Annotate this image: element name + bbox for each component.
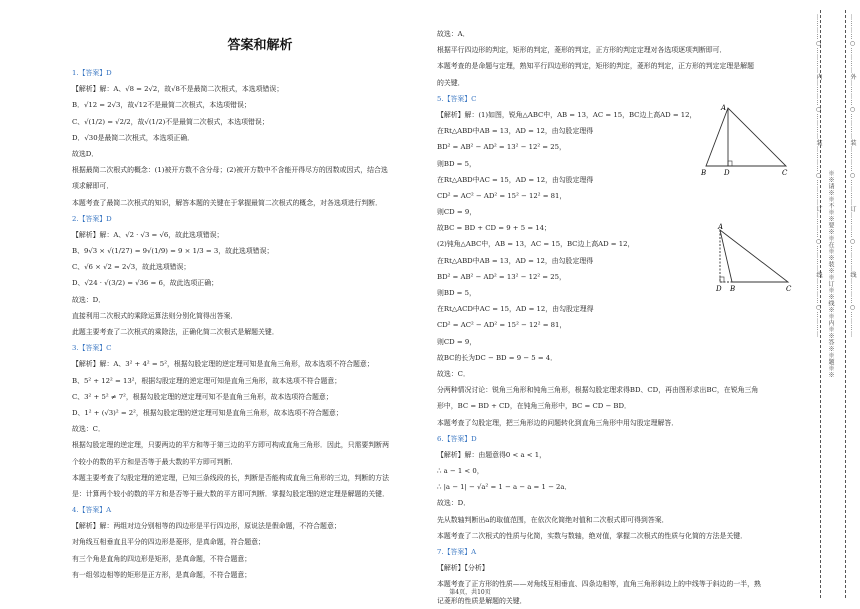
left-text-line: C、3² + 5² ≠ 7²，根据勾股定理的逆定理可知不是直角三角形，故本选项符合题意； (72, 392, 333, 401)
mid-text-line: (2)钝角△ABC中，AB = 13，AC = 15，BC边上高AD = 12， (437, 240, 635, 249)
mid-text-line: ∴ |a − 1| − √a² = 1 − a − a = 1 − 2a． (437, 483, 572, 492)
mid-answer-heading: 7.【答案】A (437, 548, 477, 556)
left-answer-heading: 2.【答案】D (72, 214, 112, 223)
mid-text-line: 故选：D． (437, 499, 471, 508)
binding-margin (806, 0, 860, 608)
mid-text-line: ∴ a − 1 < 0， (437, 467, 484, 476)
left-text-line: 对角线互相垂直且平分的四边形是菱形，是真命题，符合题意； (72, 538, 265, 547)
mid-text-line: 分两种情况讨论：锐角三角形和钝角三角形，根据勾股定理求得BD、CD，再由图形求出BC，在锐角三角 (437, 386, 759, 395)
mid-text-line: 在Rt△ACD中AC = 15，AD = 12，由勾股定理得 (437, 305, 594, 314)
acute-triangle-figure (696, 100, 796, 180)
mid-text-line: BD² = AB² − AD² = 13² − 12² = 25， (437, 143, 566, 152)
mid-text-line: 则BD = 5， (437, 159, 476, 168)
left-text-line: B、5² + 12² = 13²，根据勾股定理的逆定理可知是直角三角形，故本选项不符合题意； (72, 376, 342, 385)
page-footer: 第4页，共10页 (449, 589, 491, 596)
left-text-line: 本题考查了最简二次根式的知识，解答本题的关键在于掌握最简二次根式的概念，对各选项进行判断． (72, 198, 383, 207)
mid-text-line: CD² = AC² − AD² = 15² − 12² = 81， (437, 321, 567, 330)
mid-text-line: 【解析】解：(1)如图，锐角△ABC中，AB = 13，AC = 15，BC边上高AD = 12， (437, 110, 697, 119)
fig2-label-a: A (718, 223, 724, 231)
obtuse-triangle-figure (710, 222, 800, 294)
mid-text-line: 【解析】【分析】 (437, 564, 489, 573)
mid-text-line: 的关键． (437, 78, 465, 87)
fig1-label-b: B (701, 169, 707, 177)
mid-text-line: BD² = AB² − AD² = 13² − 12² = 25， (437, 272, 566, 281)
mid-text-line: 则CD = 9， (437, 337, 477, 346)
mid-text-line: 本题考查了正方形的性质——对角线互相垂直、四条边相等，直角三角形斜边上的中线等于斜边的一半，熟 (437, 580, 761, 589)
left-text-line: 项求解即可． (72, 182, 114, 191)
left-text-line: D、√24 · √(3/2) = √36 = 6，故此选项正确； (72, 279, 218, 288)
left-text-line: 【解析】解：A、√8 = 2√2，故√8不是最简二次根式，本选项错误； (72, 85, 284, 94)
mid-text-line: 记菱形的性质是解题的关键． (437, 596, 527, 605)
outer-binding-marks: …………○…………外…………○…………装…………○…………订…………○…………线…………○………… (849, 14, 856, 338)
mid-text-line: 在Rt△ABD中AC = 15，AD = 12，由勾股定理得 (437, 175, 594, 184)
left-text-line: 故选：C． (72, 425, 105, 434)
mid-text-line: CD² = AC² − AD² = 15² − 12² = 81， (437, 191, 567, 200)
mid-text-line: 则CD = 9， (437, 208, 477, 217)
mid-answer-heading: 6.【答案】D (437, 434, 477, 443)
left-text-line: 根据勾股定理的逆定理，只要两边的平方和等于第三边的平方即可构成直角三角形．因此，只需要判断两 (72, 441, 389, 450)
left-text-line: 【解析】解：两组对边分别相等的四边形是平行四边形，原说法是假命题，不符合题意； (72, 522, 341, 531)
left-text-line: 【解析】解：A、3² + 4² = 5²，根据勾股定理的逆定理可知是直角三角形，故本选项不符合题意； (72, 360, 374, 369)
mid-text-line: 故选：C． (437, 369, 470, 378)
left-text-line: 【解析】解：A、√2 · √3 = √6，故此选项错误； (72, 230, 224, 239)
mid-text-line: 故BC的长为DC − BD = 9 − 5 = 4． (437, 353, 558, 362)
left-answer-heading: 3.【答案】C (72, 344, 112, 353)
left-text-line: 个较小的数的平方和是否等于最大数的平方即可判断． (72, 457, 238, 466)
left-text-line: 是：计算两个较小的数的平方和是否等于最大数的平方即可判断．掌握勾股定理的逆定理是解题的关键． (72, 489, 389, 498)
left-text-line: B．√12 = 2√3，故√12不是最简二次根式，本选项错误； (72, 101, 251, 110)
mid-text-line: 形中，BC = BD + CD，在钝角三角形中，BC = CD − BD． (437, 402, 631, 411)
left-text-line: 根据最简二次根式的概念：(1)被开方数不含分母；(2)被开方数中不含能开得尽方的因数或因式，结合选 (72, 166, 388, 175)
mid-text-line: 则BD = 5， (437, 289, 476, 297)
mid-text-line: 先从数轴判断出a的取值范围，在依次化简绝对值和二次根式即可得到答案． (437, 515, 669, 524)
binding-line-outer (845, 10, 846, 598)
binding-notice: ※※请※※不※※要※※在※※装※※订※※线※※内※※答※※题※※ (827, 170, 834, 378)
fig2-label-b: B (730, 285, 736, 293)
left-text-line: 有一组邻边相等的矩形是正方形，是真命题，不符合题意； (72, 570, 252, 579)
left-answer-heading: 1.【答案】D (72, 69, 112, 77)
mid-text-line: 【解析】解：由题意得0 < a < 1， (437, 450, 546, 459)
left-text-line: B、9√3 × √(1/27) = 9√(1/9) = 9 × 1/3 = 3，故此选项错误； (72, 247, 274, 256)
mid-text-line: 故选：A． (437, 30, 470, 38)
left-text-line: D、1² + (√3)² = 2²，根据勾股定理的逆定理可知是直角三角形，故本选项不符合题意； (72, 408, 343, 417)
fig2-label-d: D (716, 285, 722, 293)
mid-text-line: 本题考查了勾股定理，把三角形边的问题转化到直角三角形中用勾股定理解答． (437, 418, 679, 427)
fig2-label-c: C (786, 285, 792, 293)
left-text-line: C、√(1/2) = √2/2，故√(1/2)不是最简二次根式，本选项错误； (72, 117, 269, 126)
fig1-label-d: D (724, 169, 730, 177)
mid-text-line: 故BC = BD + CD = 9 + 5 = 14； (437, 224, 551, 233)
left-text-line: 故选D． (72, 149, 99, 158)
page-title: 答案和解析 (227, 38, 293, 53)
mid-text-line: 在Rt△ABD中AB = 13，AD = 12，由勾股定理得 (437, 256, 594, 265)
left-answer-heading: 4.【答案】A (72, 506, 112, 515)
left-text-line: 本题主要考查了勾股定理的逆定理，已知三条线段的长，判断是否能构成直角三角形的三边，判断的方法 (72, 473, 389, 482)
inner-binding-marks: …………○…………内…………○…………装…………○…………订…………○…………线…………○………… (815, 14, 822, 338)
left-column (72, 65, 417, 583)
mid-text-line: 本题考查的是命题与定理，熟知平行四边形的判定，矩形的判定，菱形的判定，正方形的判定定理是解题 (437, 62, 754, 71)
fig1-label-c: C (782, 169, 788, 177)
mid-text-line: 本题考查了二次根式的性质与化简，实数与数轴，绝对值，掌握二次根式的性质与化简的方法是关键． (437, 531, 748, 540)
mid-answer-heading: 5.【答案】C (437, 94, 477, 103)
mid-text-line: 根据平行四边形的判定，矩形的判定，菱形的判定，正方形的判定定理对各选项逐项判断即可． (437, 46, 727, 55)
left-text-line: 有三个角是直角的四边形是矩形，是真命题，不符合题意； (72, 554, 252, 563)
left-text-line: 故选：D． (72, 295, 106, 304)
left-text-line: D．√30是最简二次根式，本选项正确． (72, 133, 195, 142)
left-text-line: 直接利用二次根式的乘除运算法则分别化简得出答案． (72, 311, 238, 320)
mid-text-line: 在Rt△ABD中AB = 13，AD = 12，由勾股定理得 (437, 127, 594, 136)
left-text-line: C、√6 × √2 = 2√3，故此选项错误； (72, 263, 191, 272)
left-text-line: 此题主要考查了二次根式的乘除法，正确化简二次根式是解题关键． (72, 328, 279, 336)
fig1-label-a: A (721, 104, 727, 112)
